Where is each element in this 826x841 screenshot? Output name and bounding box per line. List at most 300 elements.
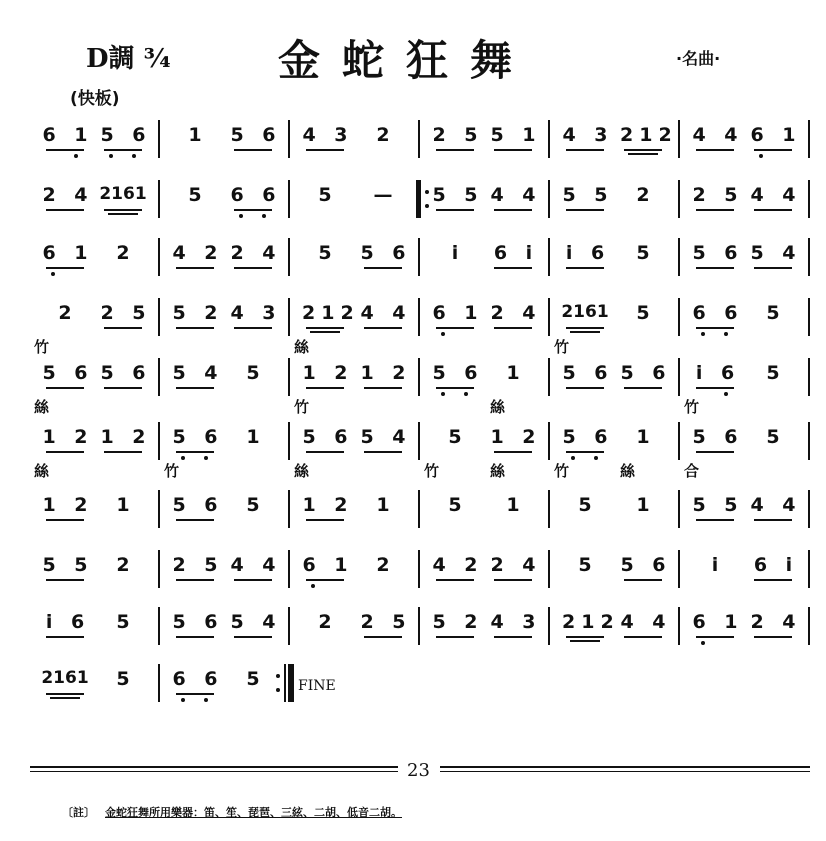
note-text: 6 1 (692, 611, 744, 633)
barline (418, 358, 420, 396)
note-text: 6 i (753, 554, 799, 576)
instrument-annotation: 竹 (554, 462, 570, 480)
note-group (354, 548, 412, 592)
note-text: 4 4 (230, 554, 282, 576)
barline (678, 358, 680, 396)
instrument-annotation: 竹 (684, 398, 700, 416)
note-text: 2 4 (230, 242, 282, 264)
barline (158, 238, 160, 276)
underline-eighth (696, 636, 734, 638)
note-group (744, 488, 802, 532)
note-text: 1 2 (490, 426, 542, 448)
note-group (614, 236, 672, 280)
underline-eighth (234, 636, 272, 638)
octave-dot (701, 332, 705, 336)
barline (548, 238, 550, 276)
note-group (36, 488, 94, 532)
barline (808, 180, 810, 218)
barline (678, 490, 680, 528)
note-text: 6 1 (750, 124, 802, 146)
underline-eighth (46, 636, 84, 638)
octave-dot (441, 392, 445, 396)
note-group (36, 236, 94, 280)
note-group (296, 356, 354, 400)
underline-eighth (494, 579, 532, 581)
note-text: 4 4 (750, 494, 802, 516)
note-group (224, 356, 282, 400)
note-group (94, 356, 152, 400)
note-text: 6 1 (432, 302, 484, 324)
note-group (556, 488, 614, 532)
underline-eighth (234, 327, 272, 329)
repeat-end-thick (289, 664, 294, 702)
note-text: 5 6 (172, 494, 224, 516)
note-group (556, 548, 614, 592)
instrument-annotation: 絲 (34, 462, 50, 480)
note-text: 5 (766, 426, 786, 448)
underline-eighth (624, 387, 662, 389)
note-text: 5 6 (100, 124, 152, 146)
note-text: 2 5 (100, 302, 152, 324)
note-group (296, 118, 354, 162)
note-group (614, 178, 672, 222)
note-group (224, 605, 282, 649)
note-text: 5 6 (562, 426, 614, 448)
note-text: 4 3 (302, 124, 354, 146)
note-group (744, 178, 802, 222)
note-text: 2 (318, 611, 338, 633)
note-text: 5 6 (562, 362, 614, 384)
underline-eighth (754, 267, 792, 269)
barline (158, 120, 160, 158)
underline-eighth (566, 267, 604, 269)
note-text: 5 6 (302, 426, 354, 448)
note-text: 5 (448, 426, 468, 448)
note-text: 2 4 (490, 554, 542, 576)
repeat-dot (276, 688, 280, 692)
note-group (36, 548, 94, 592)
footnote-label: 〔註〕 (62, 806, 95, 819)
octave-dot (724, 332, 728, 336)
note-text: 4 2 (172, 242, 224, 264)
note-text: 5 6 (620, 554, 672, 576)
underline-eighth (234, 209, 272, 211)
note-group (354, 356, 412, 400)
note-text: 212 (620, 124, 678, 146)
instrument-annotation: 竹 (34, 338, 50, 356)
note-group (224, 118, 282, 162)
note-group (426, 296, 484, 340)
underline-eighth (436, 387, 474, 389)
note-group (556, 236, 614, 280)
note-group (484, 118, 542, 162)
footer-rule-right (440, 766, 810, 768)
note-text: 2 5 (692, 184, 744, 206)
barline (548, 607, 550, 645)
note-group (166, 488, 224, 532)
note-group (224, 662, 282, 706)
fine-marking: FINE (298, 678, 336, 694)
underline-eighth (566, 327, 604, 329)
note-text: 5 (578, 554, 598, 576)
note-text: 5 6 (42, 362, 94, 384)
barline (418, 298, 420, 336)
note-group (686, 296, 744, 340)
note-group (94, 118, 152, 162)
footnote-text: 金蛇狂舞所用樂器：笛、笙、琵琶、三絃、二胡、低音二胡。 (105, 806, 402, 819)
note-group (224, 296, 282, 340)
note-text: 1 2 (302, 494, 354, 516)
note-text: i (711, 554, 725, 576)
octave-dot (74, 154, 78, 158)
note-group (36, 420, 94, 464)
underline-eighth (46, 387, 84, 389)
note-group (744, 296, 802, 340)
note-text: 4 3 (230, 302, 282, 324)
note-text: 5 6 (172, 611, 224, 633)
note-group (166, 178, 224, 222)
note-text: 2 (636, 184, 656, 206)
barline (808, 238, 810, 276)
barline (808, 607, 810, 645)
note-text: 1 (376, 494, 396, 516)
note-group (166, 236, 224, 280)
barline (548, 298, 550, 336)
note-text: 1 (246, 426, 266, 448)
underline-eighth (234, 267, 272, 269)
note-group (166, 118, 224, 162)
note-text: 4 4 (750, 184, 802, 206)
note-text: 2 4 (490, 302, 542, 324)
note-group (614, 605, 672, 649)
octave-dot (571, 456, 575, 460)
note-group (426, 178, 484, 222)
barline (808, 298, 810, 336)
barline (158, 664, 160, 702)
note-group (426, 488, 484, 532)
underline-sixteenth (310, 331, 340, 333)
underline-eighth (696, 451, 734, 453)
footer-rule-left (30, 766, 398, 768)
underline-eighth (624, 579, 662, 581)
note-group (556, 605, 620, 649)
underline-eighth (176, 267, 214, 269)
underline-eighth (176, 327, 214, 329)
note-group (484, 236, 542, 280)
note-text: 2161 (99, 184, 147, 204)
barline (158, 607, 160, 645)
note-group (556, 420, 614, 464)
note-group (354, 236, 412, 280)
note-text: 1 2 (360, 362, 412, 384)
underline-eighth (46, 267, 84, 269)
note-text: 5 (636, 302, 656, 324)
tempo-marking: (快板) (70, 89, 120, 109)
note-text: 4 2 (432, 554, 484, 576)
instrument-annotation: 絲 (490, 398, 506, 416)
note-group (36, 118, 94, 162)
barline (418, 490, 420, 528)
barline (808, 358, 810, 396)
octave-dot (441, 332, 445, 336)
note-text: 5 6 (432, 362, 484, 384)
underline-eighth (754, 149, 792, 151)
note-text: 5 (246, 362, 266, 384)
underline-eighth (696, 149, 734, 151)
underline-eighth (754, 209, 792, 211)
underline-eighth (176, 519, 214, 521)
note-group (354, 178, 412, 222)
note-group (36, 178, 94, 222)
note-text: 1 (188, 124, 208, 146)
note-group (94, 605, 152, 649)
note-group (166, 296, 224, 340)
note-group (614, 548, 672, 592)
barline (158, 180, 160, 218)
barline (288, 422, 290, 460)
instrument-annotation: 絲 (294, 462, 310, 480)
note-text: 212 (562, 611, 620, 633)
key-signature: D調 ¾ (86, 44, 171, 74)
note-group (354, 488, 412, 532)
underline-eighth (176, 451, 214, 453)
underline-eighth (566, 387, 604, 389)
underline-eighth (494, 636, 532, 638)
underline-sixteenth (570, 640, 600, 642)
barline (158, 550, 160, 588)
barline (288, 550, 290, 588)
underline-eighth (104, 149, 142, 151)
note-text: 1 2 (100, 426, 152, 448)
octave-dot (262, 214, 266, 218)
instrument-annotation: 絲 (620, 462, 636, 480)
note-group (426, 236, 484, 280)
underline-sixteenth (108, 213, 138, 215)
note-group (686, 488, 744, 532)
underline-eighth (176, 693, 214, 695)
underline-eighth (624, 636, 662, 638)
underline-eighth (104, 209, 142, 211)
underline-eighth (176, 636, 214, 638)
note-text: 5 (188, 184, 208, 206)
note-group (614, 420, 672, 464)
note-group (484, 548, 542, 592)
note-text: 2 (376, 124, 396, 146)
underline-eighth (494, 451, 532, 453)
barline (158, 422, 160, 460)
note-group (354, 296, 412, 340)
note-text: 6 6 (230, 184, 282, 206)
barline (418, 422, 420, 460)
note-text: 1 (636, 426, 656, 448)
underline-eighth (754, 519, 792, 521)
note-text: 5 6 (692, 242, 744, 264)
note-group (484, 488, 542, 532)
note-group (686, 236, 744, 280)
barline (288, 490, 290, 528)
note-group (224, 236, 282, 280)
barline (288, 607, 290, 645)
underline-eighth (436, 636, 474, 638)
barline (418, 238, 420, 276)
underline-eighth (104, 327, 142, 329)
note-text: 5 5 (692, 494, 744, 516)
note-group (94, 236, 152, 280)
octave-dot (759, 154, 763, 158)
note-group (354, 605, 412, 649)
footnote (62, 804, 402, 820)
note-text: 5 5 (562, 184, 614, 206)
note-group (224, 178, 282, 222)
note-group (484, 178, 542, 222)
note-group (686, 605, 744, 649)
octave-dot (204, 698, 208, 702)
repeat-dot (425, 190, 429, 194)
note-text: 6 1 (42, 242, 94, 264)
octave-dot (109, 154, 113, 158)
underline-eighth (436, 149, 474, 151)
underline-eighth (696, 209, 734, 211)
note-text: 2 (58, 302, 78, 324)
underline-eighth (234, 579, 272, 581)
barline (288, 298, 290, 336)
barline (678, 238, 680, 276)
note-text: 5 6 (692, 426, 744, 448)
underline-eighth (494, 209, 532, 211)
note-group (556, 356, 614, 400)
note-text: 4 3 (490, 611, 542, 633)
note-group (744, 548, 802, 592)
note-text: 1 (506, 494, 526, 516)
note-group (224, 420, 282, 464)
instrument-annotation: 絲 (294, 338, 310, 356)
barline (548, 550, 550, 588)
note-group (94, 548, 152, 592)
note-text: 5 (246, 668, 266, 690)
note-group (426, 356, 484, 400)
barline (418, 120, 420, 158)
barline (548, 120, 550, 158)
underline-eighth (46, 579, 84, 581)
note-group (296, 488, 354, 532)
barline (158, 358, 160, 396)
barline (288, 238, 290, 276)
instrument-annotation: 竹 (294, 398, 310, 416)
note-text: 1 (506, 362, 526, 384)
note-text: 5 4 (750, 242, 802, 264)
underline-eighth (696, 519, 734, 521)
note-group (744, 236, 802, 280)
barline (678, 180, 680, 218)
page-footer (0, 750, 826, 840)
barline (288, 120, 290, 158)
note-group (614, 488, 672, 532)
octave-dot (701, 641, 705, 645)
barline (678, 422, 680, 460)
barline (808, 490, 810, 528)
note-text: 2161 (41, 668, 89, 688)
note-group (744, 605, 802, 649)
octave-dot (132, 154, 136, 158)
note-text: — (373, 184, 399, 206)
note-group (224, 488, 282, 532)
note-text: 5 (766, 362, 786, 384)
underline-sixteenth (50, 697, 80, 699)
underline-eighth (234, 149, 272, 151)
note-group (296, 605, 354, 649)
note-group (614, 296, 672, 340)
underline-eighth (436, 327, 474, 329)
note-group (744, 356, 802, 400)
barline (548, 422, 550, 460)
barline (418, 550, 420, 588)
barline (808, 422, 810, 460)
instrument-annotation: 絲 (34, 398, 50, 416)
octave-dot (181, 698, 185, 702)
octave-dot (51, 272, 55, 276)
note-group (686, 118, 744, 162)
note-group (94, 488, 152, 532)
barline (808, 550, 810, 588)
note-group (296, 236, 354, 280)
note-group (36, 296, 94, 340)
note-group (556, 296, 614, 340)
note-group (296, 296, 360, 340)
note-text: 6 i (493, 242, 539, 264)
note-group (296, 548, 354, 592)
note-text: 5 1 (490, 124, 542, 146)
note-text: i (451, 242, 465, 264)
note-text: 5 (636, 242, 656, 264)
barline (678, 120, 680, 158)
note-text: i 6 (45, 611, 91, 633)
underline-eighth (46, 519, 84, 521)
note-text: i 6 (695, 362, 741, 384)
underline-eighth (104, 387, 142, 389)
note-group (94, 296, 152, 340)
repeat-end-thin (284, 664, 286, 702)
underline-eighth (364, 451, 402, 453)
underline-eighth (306, 327, 344, 329)
octave-dot (724, 392, 728, 396)
underline-eighth (436, 209, 474, 211)
note-text: 4 4 (490, 184, 542, 206)
barline (548, 490, 550, 528)
underline-eighth (306, 451, 344, 453)
underline-eighth (754, 579, 792, 581)
underline-eighth (696, 267, 734, 269)
underline-eighth (754, 636, 792, 638)
note-text: 2 5 (172, 554, 224, 576)
underline-eighth (46, 149, 84, 151)
note-group (686, 420, 744, 464)
note-group (686, 178, 744, 222)
underline-eighth (306, 387, 344, 389)
note-group (354, 420, 412, 464)
note-group (556, 118, 614, 162)
underline-eighth (364, 636, 402, 638)
note-text: 5 6 (620, 362, 672, 384)
barline (678, 298, 680, 336)
repeat-dot (276, 674, 280, 678)
note-group (556, 178, 614, 222)
note-text: 2 5 (432, 124, 484, 146)
instrument-annotation: 竹 (164, 462, 180, 480)
note-group (166, 605, 224, 649)
octave-dot (594, 456, 598, 460)
note-text: 5 (578, 494, 598, 516)
note-text: 5 2 (432, 611, 484, 633)
